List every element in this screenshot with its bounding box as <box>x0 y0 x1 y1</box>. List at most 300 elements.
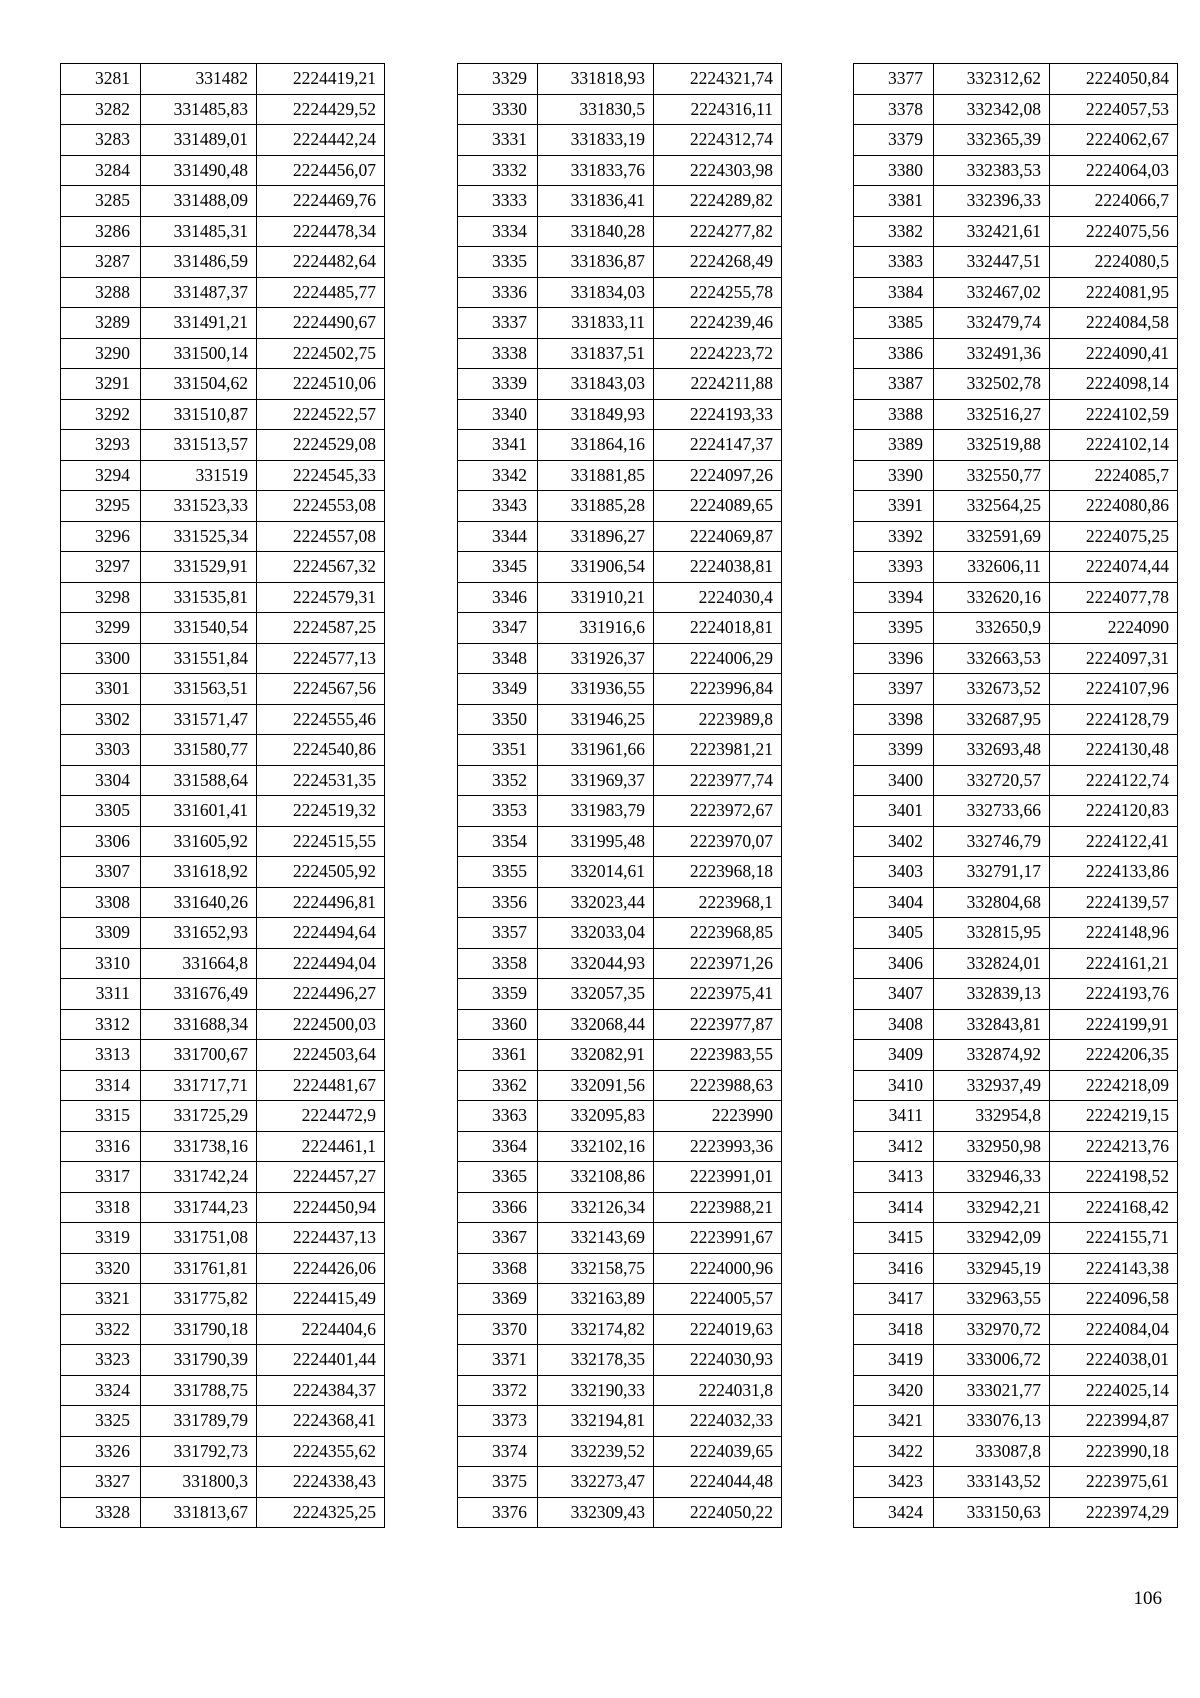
x-coordinate-cell: 331840,28 <box>538 216 654 247</box>
point-number-cell: 3308 <box>61 887 141 918</box>
table-row <box>854 887 1178 918</box>
x-coordinate-cell: 332791,17 <box>934 857 1050 888</box>
point-number-cell: 3375 <box>458 1467 538 1498</box>
table-row <box>854 826 1178 857</box>
y-coordinate-cell: 2224587,25 <box>257 613 385 644</box>
point-number-cell: 3353 <box>458 796 538 827</box>
table-row <box>854 1314 1178 1345</box>
y-coordinate-cell: 2223971,26 <box>654 948 782 979</box>
table-row <box>458 704 782 735</box>
table-row <box>458 1375 782 1406</box>
table-row <box>61 735 385 766</box>
x-coordinate-cell: 332309,43 <box>538 1497 654 1528</box>
x-coordinate-cell: 332591,69 <box>934 521 1050 552</box>
point-number-cell: 3423 <box>854 1467 934 1498</box>
x-coordinate-cell: 332733,66 <box>934 796 1050 827</box>
y-coordinate-cell: 2224472,9 <box>257 1101 385 1132</box>
y-coordinate-cell: 2224303,98 <box>654 155 782 186</box>
point-number-cell: 3318 <box>61 1192 141 1223</box>
x-coordinate-cell: 332720,57 <box>934 765 1050 796</box>
point-number-cell: 3313 <box>61 1040 141 1071</box>
x-coordinate-cell: 331601,41 <box>141 796 257 827</box>
table-row <box>61 1375 385 1406</box>
y-coordinate-cell: 2224057,53 <box>1050 94 1178 125</box>
x-coordinate-cell: 331500,14 <box>141 338 257 369</box>
y-coordinate-cell: 2224255,78 <box>654 277 782 308</box>
point-number-cell: 3388 <box>854 399 934 430</box>
table-row <box>458 155 782 186</box>
y-coordinate-cell: 2223975,61 <box>1050 1467 1178 1498</box>
table-row <box>61 1314 385 1345</box>
y-coordinate-cell: 2224338,43 <box>257 1467 385 1498</box>
point-number-cell: 3419 <box>854 1345 934 1376</box>
table-row <box>61 1406 385 1437</box>
y-coordinate-cell: 2223968,18 <box>654 857 782 888</box>
x-coordinate-cell: 332815,95 <box>934 918 1050 949</box>
y-coordinate-cell: 2224540,86 <box>257 735 385 766</box>
table-row <box>854 1253 1178 1284</box>
x-coordinate-cell: 332178,35 <box>538 1345 654 1376</box>
table-row <box>458 582 782 613</box>
x-coordinate-cell: 333143,52 <box>934 1467 1050 1498</box>
x-coordinate-cell: 331535,81 <box>141 582 257 613</box>
table-row <box>61 918 385 949</box>
table-row <box>854 1345 1178 1376</box>
point-number-cell: 3374 <box>458 1436 538 1467</box>
x-coordinate-cell: 331788,75 <box>141 1375 257 1406</box>
x-coordinate-cell: 331605,92 <box>141 826 257 857</box>
y-coordinate-cell: 2224277,82 <box>654 216 782 247</box>
x-coordinate-cell: 332746,79 <box>934 826 1050 857</box>
x-coordinate-cell: 333076,13 <box>934 1406 1050 1437</box>
x-coordinate-cell: 331700,67 <box>141 1040 257 1071</box>
table-row <box>61 94 385 125</box>
table-row <box>458 1223 782 1254</box>
y-coordinate-cell: 2224193,76 <box>1050 979 1178 1010</box>
point-number-cell: 3412 <box>854 1131 934 1162</box>
table-row <box>458 430 782 461</box>
point-number-cell: 3350 <box>458 704 538 735</box>
x-coordinate-cell: 331833,19 <box>538 125 654 156</box>
table-row <box>458 1162 782 1193</box>
x-coordinate-cell: 331486,59 <box>141 247 257 278</box>
point-number-cell: 3400 <box>854 765 934 796</box>
point-number-cell: 3311 <box>61 979 141 1010</box>
y-coordinate-cell: 2223975,41 <box>654 979 782 1010</box>
point-number-cell: 3356 <box>458 887 538 918</box>
y-coordinate-cell: 2224268,49 <box>654 247 782 278</box>
x-coordinate-cell: 332516,27 <box>934 399 1050 430</box>
x-coordinate-cell: 332447,51 <box>934 247 1050 278</box>
point-number-cell: 3306 <box>61 826 141 857</box>
table-row <box>854 552 1178 583</box>
x-coordinate-cell: 331836,41 <box>538 186 654 217</box>
y-coordinate-cell: 2223977,74 <box>654 765 782 796</box>
y-coordinate-cell: 2224426,06 <box>257 1253 385 1284</box>
point-number-cell: 3337 <box>458 308 538 339</box>
point-number-cell: 3405 <box>854 918 934 949</box>
point-number-cell: 3327 <box>61 1467 141 1498</box>
x-coordinate-cell: 332190,33 <box>538 1375 654 1406</box>
y-coordinate-cell: 2224069,87 <box>654 521 782 552</box>
point-number-cell: 3298 <box>61 582 141 613</box>
point-number-cell: 3357 <box>458 918 538 949</box>
y-coordinate-cell: 2223977,87 <box>654 1009 782 1040</box>
table-row <box>854 430 1178 461</box>
x-coordinate-cell: 331775,82 <box>141 1284 257 1315</box>
table-body <box>61 64 385 1528</box>
y-coordinate-cell: 2223981,21 <box>654 735 782 766</box>
point-number-cell: 3390 <box>854 460 934 491</box>
y-coordinate-cell: 2224080,86 <box>1050 491 1178 522</box>
table-row <box>854 857 1178 888</box>
x-coordinate-cell: 332068,44 <box>538 1009 654 1040</box>
y-coordinate-cell: 2224025,14 <box>1050 1375 1178 1406</box>
y-coordinate-cell: 2224039,65 <box>654 1436 782 1467</box>
table-row <box>458 125 782 156</box>
table-row <box>458 369 782 400</box>
coordinates-table-2 <box>457 63 782 1528</box>
table-row <box>458 1009 782 1040</box>
x-coordinate-cell: 331487,37 <box>141 277 257 308</box>
y-coordinate-cell: 2224085,7 <box>1050 460 1178 491</box>
table-row <box>458 1467 782 1498</box>
x-coordinate-cell: 332942,09 <box>934 1223 1050 1254</box>
y-coordinate-cell: 2224496,81 <box>257 887 385 918</box>
y-coordinate-cell: 2224084,58 <box>1050 308 1178 339</box>
table-row <box>854 1131 1178 1162</box>
x-coordinate-cell: 332519,88 <box>934 430 1050 461</box>
point-number-cell: 3297 <box>61 552 141 583</box>
y-coordinate-cell: 2223994,87 <box>1050 1406 1178 1437</box>
point-number-cell: 3416 <box>854 1253 934 1284</box>
x-coordinate-cell: 331896,27 <box>538 521 654 552</box>
y-coordinate-cell: 2224075,25 <box>1050 521 1178 552</box>
x-coordinate-cell: 331910,21 <box>538 582 654 613</box>
y-coordinate-cell: 2224096,58 <box>1050 1284 1178 1315</box>
table-row <box>458 948 782 979</box>
x-coordinate-cell: 332102,16 <box>538 1131 654 1162</box>
y-coordinate-cell: 2224139,57 <box>1050 887 1178 918</box>
y-coordinate-cell: 2224213,76 <box>1050 1131 1178 1162</box>
x-coordinate-cell: 331738,16 <box>141 1131 257 1162</box>
point-number-cell: 3422 <box>854 1436 934 1467</box>
point-number-cell: 3293 <box>61 430 141 461</box>
y-coordinate-cell: 2224050,22 <box>654 1497 782 1528</box>
y-coordinate-cell: 2224077,78 <box>1050 582 1178 613</box>
x-coordinate-cell: 331571,47 <box>141 704 257 735</box>
x-coordinate-cell: 331640,26 <box>141 887 257 918</box>
x-coordinate-cell: 331490,48 <box>141 155 257 186</box>
y-coordinate-cell: 2224075,56 <box>1050 216 1178 247</box>
point-number-cell: 3316 <box>61 1131 141 1162</box>
page-number: 106 <box>1133 1588 1162 1609</box>
table-row <box>458 460 782 491</box>
table-row <box>61 186 385 217</box>
table-row <box>854 399 1178 430</box>
table-row <box>61 1467 385 1498</box>
point-number-cell: 3348 <box>458 643 538 674</box>
y-coordinate-cell: 2224469,76 <box>257 186 385 217</box>
point-number-cell: 3380 <box>854 155 934 186</box>
x-coordinate-cell: 332970,72 <box>934 1314 1050 1345</box>
y-coordinate-cell: 2223972,67 <box>654 796 782 827</box>
point-number-cell: 3347 <box>458 613 538 644</box>
point-number-cell: 3377 <box>854 64 934 95</box>
point-number-cell: 3307 <box>61 857 141 888</box>
x-coordinate-cell: 331864,16 <box>538 430 654 461</box>
table-row <box>458 1497 782 1528</box>
y-coordinate-cell: 2224555,46 <box>257 704 385 735</box>
point-number-cell: 3397 <box>854 674 934 705</box>
x-coordinate-cell: 332091,56 <box>538 1070 654 1101</box>
table-row <box>854 1497 1178 1528</box>
point-number-cell: 3304 <box>61 765 141 796</box>
y-coordinate-cell: 2224107,96 <box>1050 674 1178 705</box>
point-number-cell: 3402 <box>854 826 934 857</box>
table-row <box>61 1223 385 1254</box>
y-coordinate-cell: 2224148,96 <box>1050 918 1178 949</box>
y-coordinate-cell: 2224030,93 <box>654 1345 782 1376</box>
y-coordinate-cell: 2224368,41 <box>257 1406 385 1437</box>
x-coordinate-cell: 331491,21 <box>141 308 257 339</box>
x-coordinate-cell: 333087,8 <box>934 1436 1050 1467</box>
point-number-cell: 3286 <box>61 216 141 247</box>
point-number-cell: 3392 <box>854 521 934 552</box>
y-coordinate-cell: 2224161,21 <box>1050 948 1178 979</box>
table-row <box>854 155 1178 186</box>
point-number-cell: 3389 <box>854 430 934 461</box>
y-coordinate-cell: 2223968,1 <box>654 887 782 918</box>
table-row <box>61 521 385 552</box>
x-coordinate-cell: 331849,93 <box>538 399 654 430</box>
y-coordinate-cell: 2224502,75 <box>257 338 385 369</box>
x-coordinate-cell: 332095,83 <box>538 1101 654 1132</box>
point-number-cell: 3358 <box>458 948 538 979</box>
y-coordinate-cell: 2224155,71 <box>1050 1223 1178 1254</box>
y-coordinate-cell: 2224325,25 <box>257 1497 385 1528</box>
x-coordinate-cell: 332421,61 <box>934 216 1050 247</box>
y-coordinate-cell: 2224143,38 <box>1050 1253 1178 1284</box>
table-row <box>61 857 385 888</box>
y-coordinate-cell: 2224219,15 <box>1050 1101 1178 1132</box>
point-number-cell: 3424 <box>854 1497 934 1528</box>
table-row <box>854 735 1178 766</box>
x-coordinate-cell: 332687,95 <box>934 704 1050 735</box>
table-row <box>854 1406 1178 1437</box>
y-coordinate-cell: 2224553,08 <box>257 491 385 522</box>
point-number-cell: 3291 <box>61 369 141 400</box>
y-coordinate-cell: 2224442,24 <box>257 125 385 156</box>
y-coordinate-cell: 2224289,82 <box>654 186 782 217</box>
point-number-cell: 3339 <box>458 369 538 400</box>
table-row <box>61 674 385 705</box>
x-coordinate-cell: 332606,11 <box>934 552 1050 583</box>
x-coordinate-cell: 331529,91 <box>141 552 257 583</box>
x-coordinate-cell: 331837,51 <box>538 338 654 369</box>
y-coordinate-cell: 2224097,31 <box>1050 643 1178 674</box>
point-number-cell: 3409 <box>854 1040 934 1071</box>
point-number-cell: 3413 <box>854 1162 934 1193</box>
y-coordinate-cell: 2224147,37 <box>654 430 782 461</box>
y-coordinate-cell: 2224482,64 <box>257 247 385 278</box>
y-coordinate-cell: 2224519,32 <box>257 796 385 827</box>
x-coordinate-cell: 331906,54 <box>538 552 654 583</box>
point-number-cell: 3354 <box>458 826 538 857</box>
table-row <box>61 704 385 735</box>
table-row <box>458 277 782 308</box>
y-coordinate-cell: 2224545,33 <box>257 460 385 491</box>
table-row <box>61 216 385 247</box>
y-coordinate-cell: 2224239,46 <box>654 308 782 339</box>
point-number-cell: 3399 <box>854 735 934 766</box>
y-coordinate-cell: 2224522,57 <box>257 399 385 430</box>
y-coordinate-cell: 2224038,81 <box>654 552 782 583</box>
y-coordinate-cell: 2224206,35 <box>1050 1040 1178 1071</box>
point-number-cell: 3417 <box>854 1284 934 1315</box>
table-row <box>458 186 782 217</box>
table-row <box>61 1284 385 1315</box>
point-number-cell: 3367 <box>458 1223 538 1254</box>
table-row <box>458 1345 782 1376</box>
table-row <box>61 1162 385 1193</box>
point-number-cell: 3288 <box>61 277 141 308</box>
point-number-cell: 3381 <box>854 186 934 217</box>
point-number-cell: 3394 <box>854 582 934 613</box>
y-coordinate-cell: 2224000,96 <box>654 1253 782 1284</box>
x-coordinate-cell: 331652,93 <box>141 918 257 949</box>
point-number-cell: 3362 <box>458 1070 538 1101</box>
y-coordinate-cell: 2224102,59 <box>1050 399 1178 430</box>
y-coordinate-cell: 2224579,31 <box>257 582 385 613</box>
y-coordinate-cell: 2224503,64 <box>257 1040 385 1071</box>
x-coordinate-cell: 331834,03 <box>538 277 654 308</box>
x-coordinate-cell: 332342,08 <box>934 94 1050 125</box>
table-row <box>854 1009 1178 1040</box>
point-number-cell: 3382 <box>854 216 934 247</box>
point-number-cell: 3305 <box>61 796 141 827</box>
table-row <box>61 948 385 979</box>
point-number-cell: 3386 <box>854 338 934 369</box>
x-coordinate-cell: 332693,48 <box>934 735 1050 766</box>
table-body <box>458 64 782 1528</box>
table-row <box>458 1253 782 1284</box>
point-number-cell: 3310 <box>61 948 141 979</box>
table-row <box>61 369 385 400</box>
x-coordinate-cell: 332824,01 <box>934 948 1050 979</box>
y-coordinate-cell: 2224074,44 <box>1050 552 1178 583</box>
x-coordinate-cell: 331800,3 <box>141 1467 257 1498</box>
x-coordinate-cell: 332874,92 <box>934 1040 1050 1071</box>
x-coordinate-cell: 332804,68 <box>934 887 1050 918</box>
point-number-cell: 3408 <box>854 1009 934 1040</box>
point-number-cell: 3335 <box>458 247 538 278</box>
y-coordinate-cell: 2223974,29 <box>1050 1497 1178 1528</box>
y-coordinate-cell: 2224316,11 <box>654 94 782 125</box>
table-row <box>458 674 782 705</box>
table-row <box>854 796 1178 827</box>
x-coordinate-cell: 332839,13 <box>934 979 1050 1010</box>
y-coordinate-cell: 2224485,77 <box>257 277 385 308</box>
x-coordinate-cell: 331482 <box>141 64 257 95</box>
y-coordinate-cell: 2224478,34 <box>257 216 385 247</box>
x-coordinate-cell: 331936,55 <box>538 674 654 705</box>
table-row <box>61 552 385 583</box>
x-coordinate-cell: 331485,31 <box>141 216 257 247</box>
x-coordinate-cell: 331813,67 <box>141 1497 257 1528</box>
x-coordinate-cell: 332033,04 <box>538 918 654 949</box>
point-number-cell: 3336 <box>458 277 538 308</box>
x-coordinate-cell: 331580,77 <box>141 735 257 766</box>
x-coordinate-cell: 331789,79 <box>141 1406 257 1437</box>
y-coordinate-cell: 2224401,44 <box>257 1345 385 1376</box>
table-row <box>854 216 1178 247</box>
point-number-cell: 3333 <box>458 186 538 217</box>
table-row <box>854 948 1178 979</box>
y-coordinate-cell: 2224062,67 <box>1050 125 1178 156</box>
y-coordinate-cell: 2223988,63 <box>654 1070 782 1101</box>
table-row <box>854 491 1178 522</box>
x-coordinate-cell: 331833,76 <box>538 155 654 186</box>
x-coordinate-cell: 332108,86 <box>538 1162 654 1193</box>
table-row <box>61 887 385 918</box>
table-row <box>458 399 782 430</box>
x-coordinate-cell: 331790,18 <box>141 1314 257 1345</box>
y-coordinate-cell: 2224481,67 <box>257 1070 385 1101</box>
table-row <box>61 155 385 186</box>
x-coordinate-cell: 331688,34 <box>141 1009 257 1040</box>
table-row <box>61 1070 385 1101</box>
point-number-cell: 3371 <box>458 1345 538 1376</box>
x-coordinate-cell: 332843,81 <box>934 1009 1050 1040</box>
coordinates-table-1 <box>60 63 385 1528</box>
point-number-cell: 3418 <box>854 1314 934 1345</box>
y-coordinate-cell: 2224496,27 <box>257 979 385 1010</box>
table-row <box>854 765 1178 796</box>
y-coordinate-cell: 2224097,26 <box>654 460 782 491</box>
point-number-cell: 3319 <box>61 1223 141 1254</box>
table-row <box>854 613 1178 644</box>
point-number-cell: 3370 <box>458 1314 538 1345</box>
table-row <box>854 704 1178 735</box>
point-number-cell: 3401 <box>854 796 934 827</box>
y-coordinate-cell: 2224415,49 <box>257 1284 385 1315</box>
table-row <box>458 1131 782 1162</box>
table-row <box>854 1070 1178 1101</box>
table-row <box>61 308 385 339</box>
table-row <box>458 338 782 369</box>
x-coordinate-cell: 332673,52 <box>934 674 1050 705</box>
x-coordinate-cell: 332194,81 <box>538 1406 654 1437</box>
y-coordinate-cell: 2224050,84 <box>1050 64 1178 95</box>
table-row <box>61 643 385 674</box>
point-number-cell: 3376 <box>458 1497 538 1528</box>
point-number-cell: 3360 <box>458 1009 538 1040</box>
point-number-cell: 3349 <box>458 674 538 705</box>
point-number-cell: 3410 <box>854 1070 934 1101</box>
y-coordinate-cell: 2224457,27 <box>257 1162 385 1193</box>
point-number-cell: 3420 <box>854 1375 934 1406</box>
table-row <box>61 1497 385 1528</box>
x-coordinate-cell: 332365,39 <box>934 125 1050 156</box>
table-row <box>458 521 782 552</box>
y-coordinate-cell: 2224102,14 <box>1050 430 1178 461</box>
table-row <box>854 1192 1178 1223</box>
table-row <box>458 1406 782 1437</box>
point-number-cell: 3407 <box>854 979 934 1010</box>
y-coordinate-cell: 2224211,88 <box>654 369 782 400</box>
x-coordinate-cell: 331916,6 <box>538 613 654 644</box>
